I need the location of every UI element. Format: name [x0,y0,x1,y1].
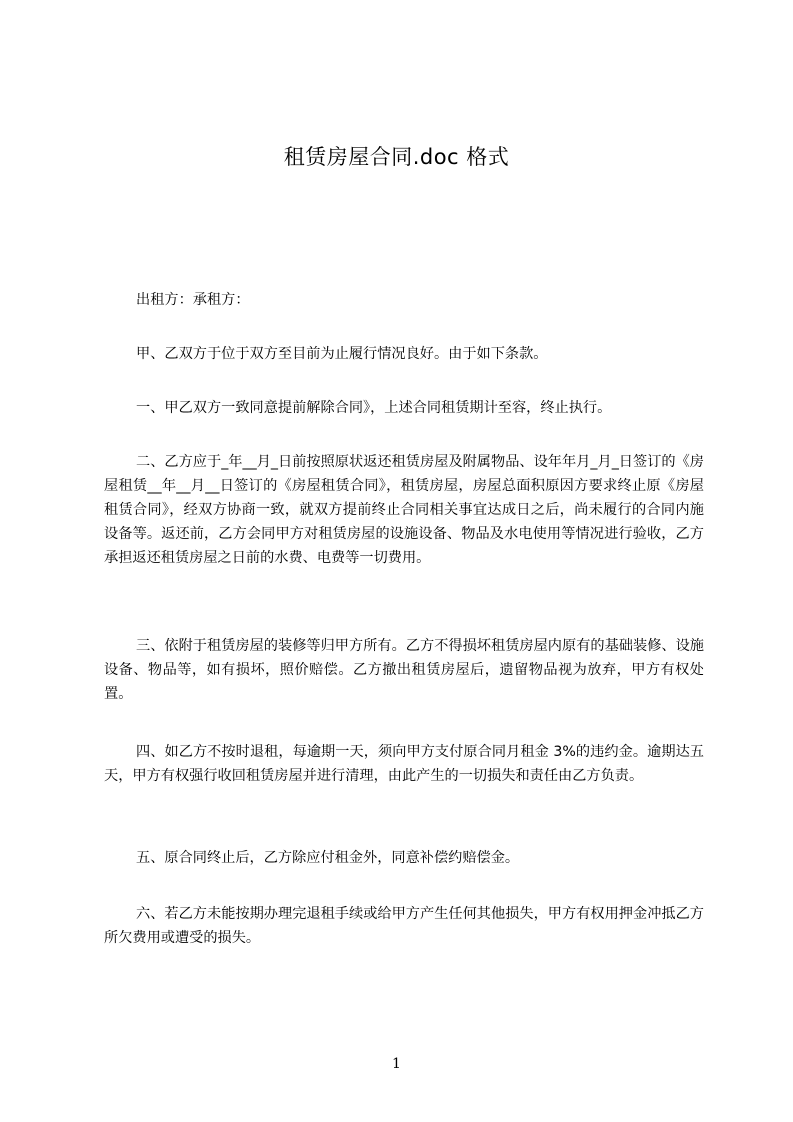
page-number: 1 [392,1056,401,1072]
page-title: 租赁房屋合同.doc 格式 [283,145,510,169]
parties-line: 出租方：承租方： [136,292,250,308]
clause-4: 四、如乙方不按时退租，每逾期一天，须向甲方支付原合同月租金 3%的违约金。逾期达五天，甲方有权强行收回租赁房屋并进行清理，由此产生的一切损失和责任由乙方负责。 [104,744,704,784]
clause-1: 一、甲乙双方一致同意提前解除合同》，上述合同租赁期计至容，终止执行。 [136,400,612,416]
clause-3: 三、依附于租赁房屋的装修等归甲方所有。乙方不得损坏租赁房屋内原有的基础装修、设施设备、物品等，如有损坏，照价赔偿。乙方撤出租赁房屋后，遗留物品视为放弃，甲方有权处置。 [104,638,704,702]
clause-2: 二、乙方应于_年__月_日前按照原状返还租赁房屋及附属物品、设年年月_月_日签订的《房屋租赁__年__月__日签订的《房屋租赁合同》，租赁房屋，房屋总面积原因方要求终止原《房屋租赁合同》，经双方协商一致，就双方提前终止合同相关事宜达成日之后，尚未履行的合同内施设备等。返还前，乙方会同甲方对租赁房屋的设施设备、物品及水电使用等情况进行验收，乙方承担返还租赁房屋之日前的水费、电费等一切费用。 [104,454,704,566]
clause-5: 五、原合同终止后，乙方除应付租金外，同意补偿约赔偿金。 [136,850,520,866]
preamble-paragraph: 甲、乙双方于位于双方至目前为止履行情况良好。由于如下条款。 [136,346,548,362]
clause-6: 六、若乙方未能按期办理完退租手续或给甲方产生任何其他损失，甲方有权用押金冲抵乙方所欠费用或遭受的损失。 [104,906,704,946]
